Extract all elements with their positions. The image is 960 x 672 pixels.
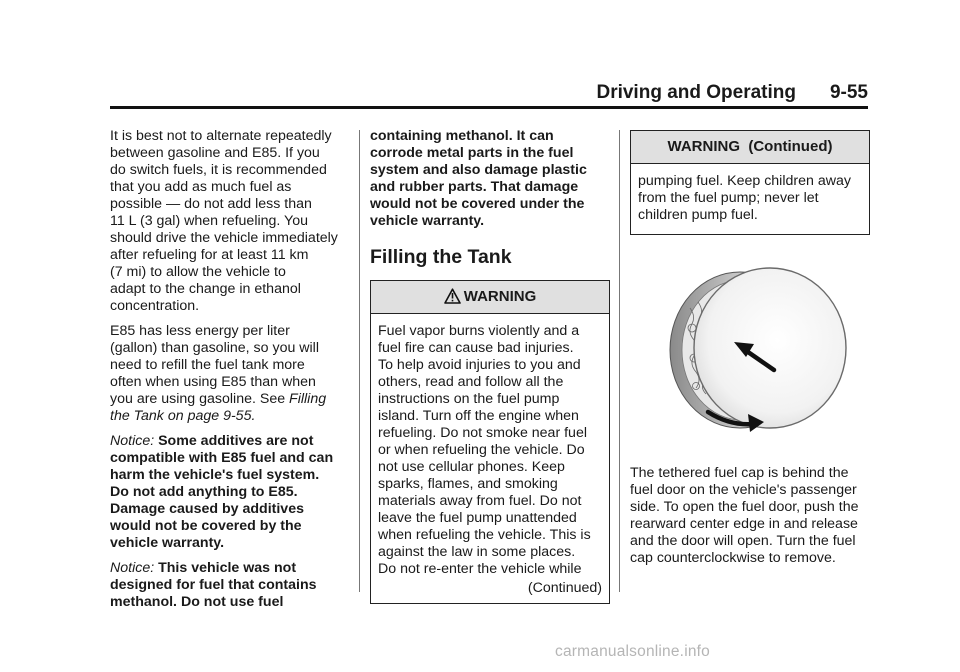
text-line: The tethered fuel cap is behind the — [630, 465, 849, 481]
page-header — [110, 80, 868, 109]
column-divider — [619, 130, 620, 592]
text-fragment: Some additives are not — [154, 433, 314, 449]
notice-methanol-continued — [370, 128, 610, 230]
text-line: containing methanol. It can — [370, 128, 554, 144]
warning-header — [371, 281, 609, 314]
notice-methanol — [110, 560, 350, 611]
text-line: possible — do not add less than — [110, 196, 312, 212]
text-line: pumping fuel. Keep children away — [638, 173, 851, 189]
warning-body — [371, 314, 609, 603]
section-heading-filling-the-tank: Filling the Tank — [370, 246, 512, 268]
text-line: children pump fuel. — [638, 207, 758, 223]
text-line: side. To open the fuel door, push the — [630, 499, 859, 515]
text-line: should drive the vehicle immediately — [110, 230, 338, 246]
text-line: others, read and follow all the — [378, 374, 564, 390]
text-line: island. Turn off the engine when — [378, 408, 579, 424]
notice-label: Notice: — [110, 560, 155, 576]
text-line: between gasoline and E85. If you — [110, 145, 320, 161]
text-line: do switch fuels, it is recommended — [110, 162, 327, 178]
text-line: or when refueling the vehicle. Do — [378, 442, 585, 458]
section-title: Driving and Operating — [596, 82, 796, 103]
text-line: cap counterclockwise to remove. — [630, 550, 836, 566]
text-line: rearward center edge in and release — [630, 516, 858, 532]
text-line: after refueling for at least 11 km — [110, 247, 309, 263]
text-line: against the law in some places. — [378, 544, 576, 560]
text-line: would not be covered under the — [370, 196, 585, 212]
watermark: carmanualsonline.info — [555, 643, 710, 660]
warning-title: WARNING — [463, 288, 537, 305]
text-line: adapt to the change in ethanol — [110, 281, 301, 297]
text-line: would not be covered by the — [110, 518, 302, 534]
text-fragment: you are using gasoline. See — [110, 391, 290, 407]
text-line: Do not re-enter the vehicle while — [378, 561, 582, 577]
warning-header: WARNING (Continued) — [631, 131, 869, 164]
fuel-door-illustration — [650, 258, 850, 446]
text-line: 11 L (3 gal) when refueling. You — [110, 213, 308, 229]
warning-box — [370, 280, 610, 604]
text-line: from the fuel pump; never let — [638, 190, 819, 206]
page-number: 9-55 — [829, 82, 868, 103]
text-line: and rubber parts. That damage — [370, 179, 579, 195]
text-line: Fuel vapor burns violently and a — [378, 323, 580, 339]
text-line: system and also damage plastic — [370, 162, 587, 178]
text-line: vehicle warranty. — [370, 213, 485, 229]
warning-triangle-icon — [444, 284, 461, 316]
text-line: materials away from fuel. Do not — [378, 493, 582, 509]
text-line: that you add as much fuel as — [110, 179, 292, 195]
text-line: and the door will open. Turn the fuel — [630, 533, 856, 549]
text-line: To help avoid injuries to you and — [378, 357, 581, 373]
text-line: (gallon) than gasoline, so you will — [110, 340, 319, 356]
text-line: instructions on the fuel pump — [378, 391, 560, 407]
text-line: (7 mi) to allow the vehicle to — [110, 264, 286, 280]
text-line: It is best not to alternate repeatedly — [110, 128, 332, 144]
text-line: designed for fuel that contains — [110, 577, 317, 593]
text-line — [110, 391, 350, 408]
warning-body — [631, 164, 869, 234]
text-line: often when using E85 than when — [110, 374, 316, 390]
notice-label: Notice: — [110, 433, 155, 449]
text-line: E85 has less energy per liter — [110, 323, 290, 339]
text-line: Do not add anything to E85. — [110, 484, 298, 500]
text-line: need to refill the fuel tank more — [110, 357, 305, 373]
text-fragment: This vehicle was not — [154, 560, 297, 576]
text-line: leave the fuel pump unattended — [378, 510, 577, 526]
text-line: vehicle warranty. — [110, 535, 225, 551]
text-line: refueling. Do not smoke near fuel — [378, 425, 587, 441]
column-middle — [370, 128, 610, 604]
paragraph-alternate-fuels — [110, 128, 350, 315]
warning-box-continued — [630, 130, 870, 235]
column-left — [110, 128, 350, 619]
continued-label: (Continued) — [527, 580, 602, 596]
paragraph-e85-energy — [110, 323, 350, 425]
text-line: harm the vehicle's fuel system. — [110, 467, 320, 483]
text-line: fuel fire can cause bad injuries. — [378, 340, 574, 356]
text-line: not use cellular phones. Keep — [378, 459, 565, 475]
text-line: Damage caused by additives — [110, 501, 304, 517]
text-line: sparks, flames, and smoking — [378, 476, 558, 492]
column-divider — [359, 130, 360, 592]
cross-reference-link[interactable]: Filling — [289, 391, 327, 407]
text-line: corrode metal parts in the fuel — [370, 145, 574, 161]
text-line: compatible with E85 fuel and can — [110, 450, 334, 466]
cross-reference-link[interactable]: the Tank on page 9-55. — [110, 408, 256, 424]
text-line: methanol. Do not use fuel — [110, 594, 284, 610]
text-line: fuel door on the vehicle's passenger — [630, 482, 857, 498]
text-line: concentration. — [110, 298, 200, 314]
fuel-cap-caption — [630, 465, 870, 567]
notice-additives — [110, 433, 350, 552]
text-line: when refueling the vehicle. This is — [378, 527, 591, 543]
